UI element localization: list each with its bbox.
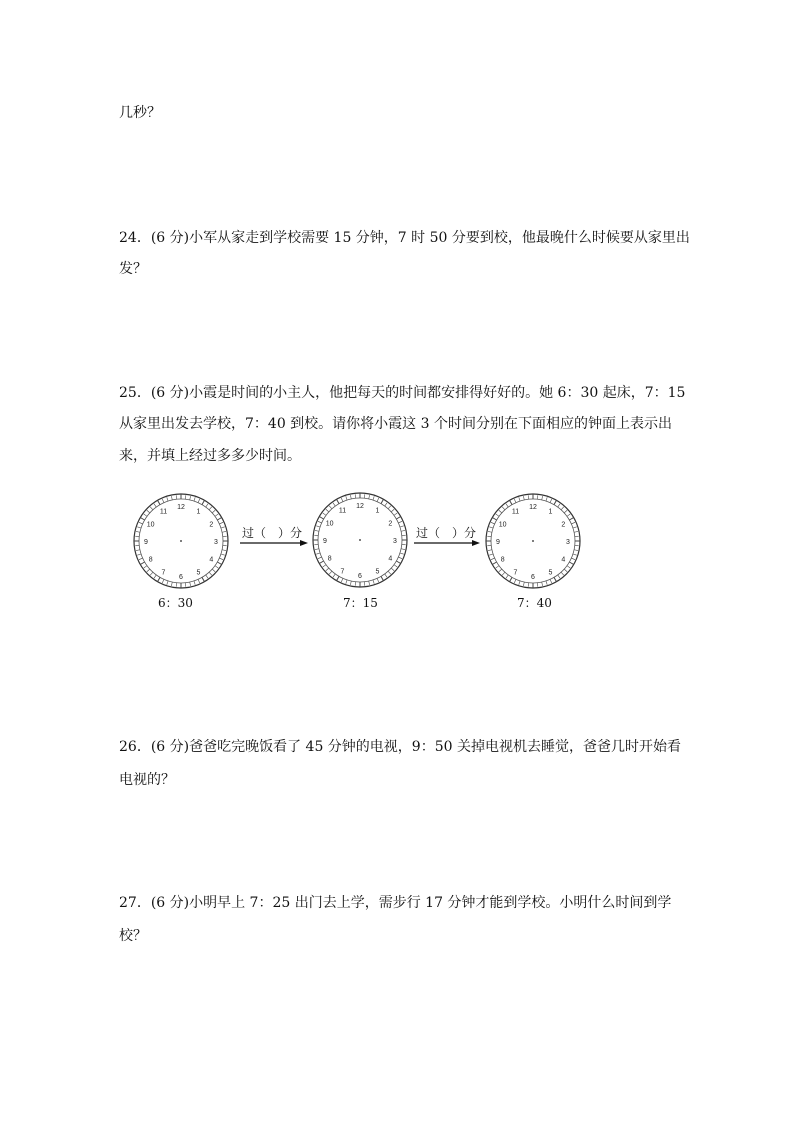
minute-tick [496,514,499,516]
minute-tick [140,562,144,565]
minute-tick [154,504,156,507]
minute-tick [350,581,351,585]
minute-tick [381,576,384,580]
minute-tick [329,571,332,574]
minute-tick [554,500,557,504]
minute-tick [212,510,215,513]
minute-tick [388,506,391,509]
clock-label-3: 7：40 [517,596,552,610]
minute-tick [558,504,560,507]
dial-number: 6 [179,574,183,581]
minute-tick [346,580,347,584]
minute-tick [222,531,226,532]
dial-number: 7 [513,569,518,577]
minute-tick [215,566,218,568]
minute-tick [571,522,575,524]
minute-tick [492,518,496,521]
minute-tick [137,527,141,528]
minute-tick [506,504,508,507]
minute-tick [167,581,168,585]
minute-tick [326,509,329,512]
minute-tick [341,498,343,502]
minute-tick [150,572,153,575]
minute-tick [369,495,370,499]
minute-tick [564,569,567,572]
minute-tick [337,499,340,503]
minute-tick [202,500,205,504]
minute-tick [337,576,340,580]
minute-tick [502,507,505,510]
minute-tick [316,553,320,554]
clock-center-dot [359,539,361,541]
minute-tick [369,581,370,585]
minute-tick [561,507,564,510]
dial-number: 1 [196,508,201,516]
dial-number: 5 [548,569,553,577]
minute-tick [373,580,374,584]
minute-tick [194,497,195,501]
dial-number: 11 [338,507,347,515]
minute-tick [546,581,547,585]
minute-tick [394,565,397,567]
dial-number: 3 [393,538,397,545]
minute-tick [217,562,221,565]
minute-tick [542,496,543,500]
minute-tick [147,569,150,572]
minute-tick [346,496,347,500]
minute-tick [219,558,223,560]
clock-label-2: 7：15 [343,596,378,610]
question-25-line-2: 从家里出发去学校，7：40 到校。请你将小霞这 3 个时间分别在下面相应的钟面上表示出 [119,416,672,432]
minute-tick [400,526,404,527]
minute-tick [318,557,322,559]
minute-tick [571,558,575,560]
minute-tick [319,561,323,564]
minute-tick [514,499,516,503]
minute-tick [323,513,326,515]
dial-number: 6 [358,573,362,580]
dial-number: 8 [500,556,505,564]
dial-number: 12 [177,504,185,511]
minute-tick [514,579,516,583]
clock-face-3 [486,494,580,588]
dial-number: 10 [498,521,507,529]
minute-tick [333,574,335,577]
minute-tick [318,521,322,523]
minute-tick [206,504,208,507]
dial-number: 11 [511,508,520,516]
minute-tick [519,581,520,585]
minute-tick [144,514,147,516]
minute-tick [574,550,578,551]
minute-tick [209,572,212,575]
minute-tick [573,527,577,528]
minute-tick [190,582,191,586]
dial-number: 11 [159,508,168,516]
minute-tick [391,568,394,571]
dial-number: 2 [561,521,566,529]
dial-number: 9 [496,539,500,546]
minute-tick [202,577,205,581]
dial-number: 9 [323,538,327,545]
dial-number: 5 [196,569,201,577]
minute-tick [222,550,226,551]
minute-tick [401,530,405,531]
dial-number: 6 [531,574,535,581]
minute-tick [190,496,191,500]
dial-number: 10 [325,520,334,528]
minute-tick [219,522,223,524]
dial-number: 2 [209,521,214,529]
minute-tick [326,568,329,571]
dial-number: 2 [388,520,393,528]
question-26-line-1: 26．(6 分)爸爸吃完晚饭看了 45 分钟的电视，9：50 关掉电视机去睡觉，爸爸几时开始看 [119,739,681,755]
minute-tick [171,496,172,500]
minute-tick [567,566,570,568]
minute-tick [136,550,140,551]
minute-tick [221,554,225,555]
minute-tick [489,527,493,528]
clock-face-2 [313,493,407,587]
minute-tick [396,561,400,564]
minute-tick [377,498,379,502]
question-27-line-1: 27．(6 分)小明早上 7：25 出门去上学，需步行 17 分钟才能到学校。小明什么时间到学 [119,895,672,911]
minute-tick [158,577,161,581]
minute-tick [198,579,200,583]
minute-tick [558,575,560,578]
minute-tick [491,522,495,524]
minute-tick [488,550,492,551]
minute-tick [150,507,153,510]
minute-tick [523,582,524,586]
minute-tick [569,562,573,565]
dial-number: 12 [356,503,364,510]
dial-number: 4 [388,555,393,563]
minute-tick [341,578,343,582]
minute-tick [398,557,402,559]
question-25-line-1: 25．(6 分)小霞是时间的小主人，他把每天的时间都安排得好好的。她 6：30 起床，7：15 [119,385,686,401]
minute-tick [373,496,374,500]
minute-tick [212,569,215,572]
dial-number: 3 [214,539,218,546]
minute-tick [396,517,400,520]
minute-tick [554,577,557,581]
minute-tick [221,527,225,528]
minute-tick [542,582,543,586]
minute-tick [316,526,320,527]
minute-tick [333,503,335,506]
minute-tick [519,497,520,501]
question-25-line-3: 来，并填上经过多多少时间。 [119,448,301,464]
clock-center-dot [532,540,534,542]
minute-tick [162,499,164,503]
dial-number: 8 [148,556,153,564]
minute-tick [377,578,379,582]
minute-tick [381,499,384,503]
arrow-label-2: 过（ ）分 [416,526,477,540]
minute-tick [350,495,351,499]
minute-tick [574,531,578,532]
minute-tick [546,497,547,501]
minute-tick [315,530,319,531]
minute-tick [573,554,577,555]
dial-number: 3 [566,539,570,546]
minute-tick [489,554,493,555]
minute-tick [567,514,570,516]
minute-tick [315,549,319,550]
dial-number: 1 [375,507,380,515]
minute-tick [385,503,387,506]
minute-tick [215,514,218,516]
dial-number: 7 [340,568,345,576]
minute-tick [506,575,508,578]
dial-number: 9 [144,539,148,546]
minute-tick [385,574,387,577]
minute-tick [171,582,172,586]
minute-tick [401,549,405,550]
minute-tick [139,558,143,560]
minute-tick [206,575,208,578]
minute-tick [136,531,140,532]
minute-tick [144,566,147,568]
minute-tick [569,518,573,521]
minute-tick [198,499,200,503]
minute-tick [167,497,168,501]
minute-tick [147,510,150,513]
dial-number: 8 [327,555,332,563]
dial-number: 5 [375,568,380,576]
minute-tick [550,499,552,503]
minute-tick [564,510,567,513]
minute-tick [140,518,144,521]
clock-label-1: 6：30 [158,596,193,610]
minute-tick [550,579,552,583]
question-24-line-2: 发？ [119,261,147,277]
minute-tick [388,571,391,574]
carry-over-text: 几秒？ [119,105,161,121]
minute-tick [499,569,502,572]
minute-tick [499,510,502,513]
dial-number: 4 [561,556,566,564]
minute-tick [510,500,513,504]
minute-tick [194,581,195,585]
minute-tick [492,562,496,565]
minute-tick [154,575,156,578]
minute-tick [502,572,505,575]
dial-number: 10 [146,521,155,529]
minute-tick [400,553,404,554]
minute-tick [209,507,212,510]
minute-tick [139,522,143,524]
dial-number: 7 [161,569,166,577]
minute-tick [217,518,221,521]
minute-tick [496,566,499,568]
dial-number: 1 [548,508,553,516]
minute-tick [491,558,495,560]
minute-tick [162,579,164,583]
minute-tick [319,517,323,520]
minute-tick [394,513,397,515]
question-26-line-2: 电视的？ [119,772,175,788]
minute-tick [137,554,141,555]
clock-center-dot [180,540,182,542]
minute-tick [488,531,492,532]
question-24-line-1: 24．(6 分)小军从家走到学校需要 15 分钟，7 时 50 分要到校，他最晚什么时候要从家里出 [119,230,690,246]
minute-tick [323,565,326,567]
minute-tick [561,572,564,575]
minute-tick [523,496,524,500]
arrow-label-1: 过（ ）分 [242,526,303,540]
minute-tick [329,506,332,509]
dial-number: 12 [529,504,537,511]
minute-tick [510,577,513,581]
clock-face-1 [134,494,228,588]
minute-tick [391,509,394,512]
minute-tick [158,500,161,504]
minute-tick [398,521,402,523]
dial-number: 4 [209,556,214,564]
question-27-line-2: 校？ [119,928,147,944]
